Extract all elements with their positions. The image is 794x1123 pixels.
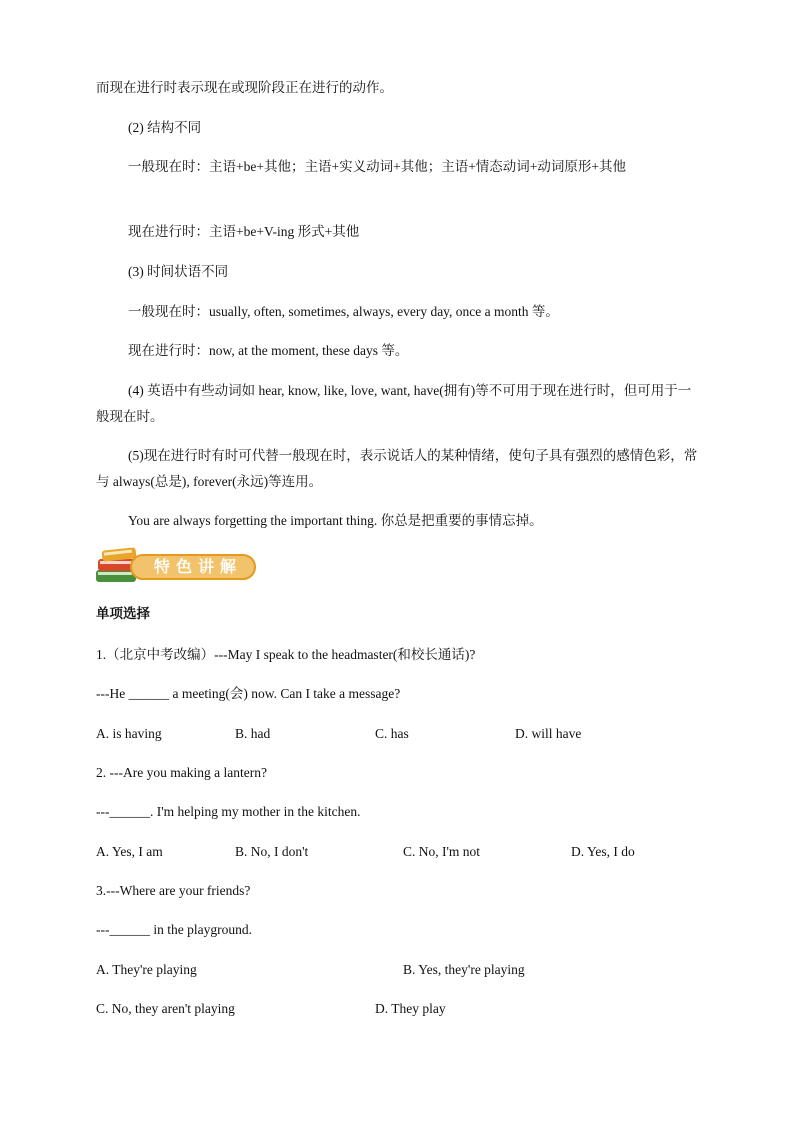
question-1-option-b[interactable]: B. had (235, 726, 271, 741)
question-3-option-d[interactable]: D. They play (375, 1001, 446, 1016)
question-1-option-a[interactable]: A. is having (96, 726, 162, 741)
question-3-option-c[interactable]: C. No, they aren't playing (96, 1001, 235, 1016)
question-1-reply: ---He ______ a meeting(会) now. Can I take a message? (96, 686, 401, 701)
grammar-line-stative-verbs: (4) 英语中有些动词如 hear, know, like, love, want, have(拥有)等不可用于现在进行时，但可用于一般现在时。 (96, 383, 692, 424)
question-2-option-a[interactable]: A. Yes, I am (96, 844, 163, 859)
grammar-line-simple-present-structure: 一般现在时：主语+be+其他；主语+实义动词+其他；主语+情态动词+动词原形+其他 (128, 159, 627, 174)
grammar-line-simple-present-adverbials: 一般现在时：usually, often, sometimes, always, every day, once a month 等。 (128, 304, 559, 319)
question-2-option-b[interactable]: B. No, I don't (235, 844, 309, 859)
feature-badge (94, 544, 262, 588)
question-2-option-d[interactable]: D. Yes, I do (571, 844, 635, 859)
grammar-heading-adverbials: (3) 时间状语不同 (128, 264, 229, 279)
grammar-line-emotional-use: (5)现在进行时有时可代替一般现在时，表示说话人的某种情绪，使句子具有强烈的感情色彩，常与 always(总是), forever(永远)等连用。 (96, 448, 698, 489)
question-3-reply: ---______ in the playground. (96, 922, 252, 937)
grammar-heading-structure: (2) 结构不同 (128, 120, 202, 135)
question-2-stem: 2. ---Are you making a lantern? (96, 765, 267, 780)
section-title: 单项选择 (96, 606, 150, 622)
grammar-line-progressive-structure: 现在进行时：主语+be+V-ing 形式+其他 (128, 224, 360, 239)
grammar-line-1: 而现在进行时表示现在或现阶段正在进行的动作。 (96, 80, 393, 95)
question-1-option-d[interactable]: D. will have (515, 726, 582, 741)
grammar-example-sentence: You are always forgetting the important thing. 你总是把重要的事情忘掉。 (128, 513, 543, 528)
question-2-reply: ---______. I'm helping my mother in the kitchen. (96, 804, 361, 819)
question-3-option-a[interactable]: A. They're playing (96, 962, 197, 977)
question-3-option-b[interactable]: B. Yes, they're playing (403, 962, 525, 977)
feature-badge-label: 特色讲解 (130, 554, 256, 580)
grammar-line-progressive-adverbials: 现在进行时：now, at the moment, these days 等。 (128, 343, 409, 358)
question-1-stem: 1.（北京中考改编）---May I speak to the headmaster(和校长通话)? (96, 647, 476, 662)
question-2-option-c[interactable]: C. No, I'm not (403, 844, 481, 859)
question-3-stem: 3.---Where are your friends? (96, 883, 251, 898)
question-1-option-c[interactable]: C. has (375, 726, 409, 741)
